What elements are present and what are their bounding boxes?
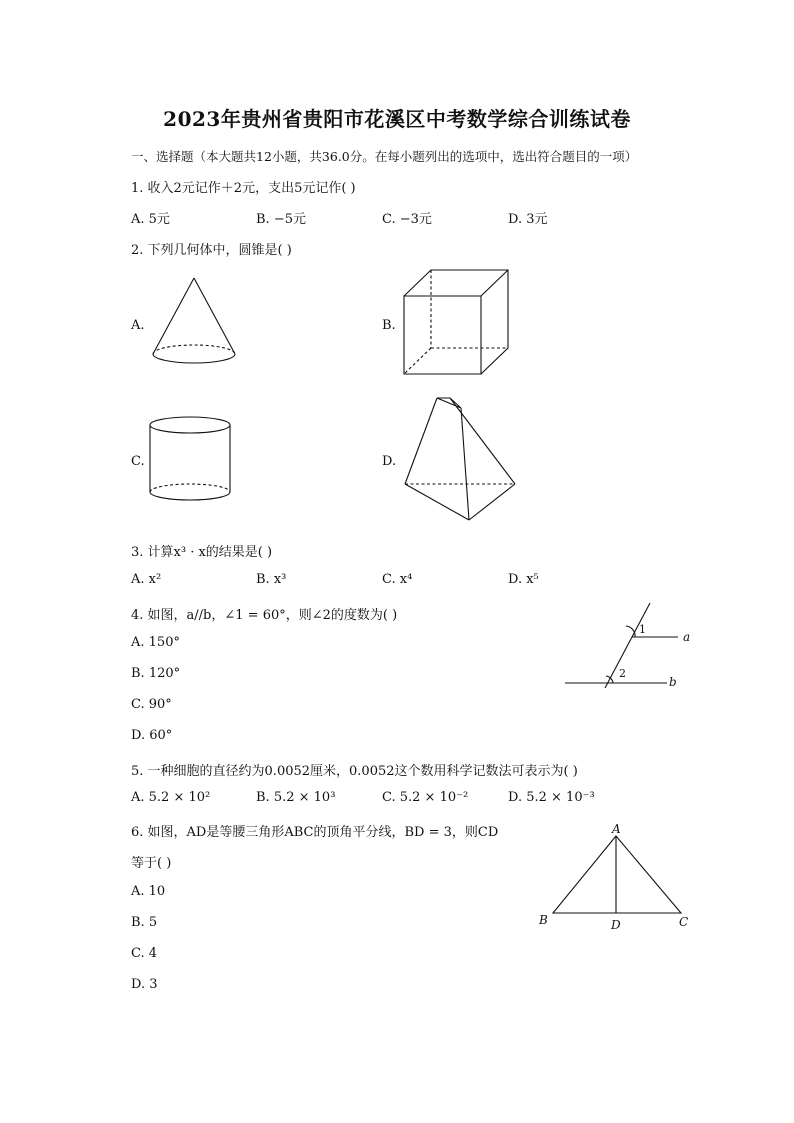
cone-figure: [150, 278, 240, 368]
section-heading: 一、选择题（本大题共12小题，共36.0分。在每小题列出的选项中，选出符合题目的一项）: [131, 149, 638, 164]
question-4-stem: 4. 如图，a//b，∠1 = 60°，则∠2的度数为( ): [131, 608, 398, 623]
q4-option-d[interactable]: D. 60°: [131, 728, 173, 743]
q5-option-b[interactable]: B. 5.2 × 10³: [256, 790, 336, 805]
q6-option-d[interactable]: D. 3: [131, 977, 158, 992]
q3-option-b[interactable]: B. x³: [256, 572, 287, 587]
q1-option-b[interactable]: B. −5元: [256, 212, 306, 227]
q3-option-c[interactable]: C. x⁴: [382, 572, 413, 587]
page-title: 2023年贵州省贵阳市花溪区中考数学综合训练试卷: [163, 107, 631, 131]
frustum-figure: [402, 396, 518, 524]
point-d-label: D: [611, 918, 621, 932]
q3-option-a[interactable]: A. x²: [131, 572, 162, 587]
q1-option-d[interactable]: D. 3元: [508, 212, 548, 227]
angle-1-label: 1: [639, 623, 646, 636]
q5-option-c[interactable]: C. 5.2 × 10⁻²: [382, 790, 469, 805]
parallel-lines-figure: [563, 600, 693, 692]
q1-option-a[interactable]: A. 5元: [131, 212, 170, 227]
cylinder-figure: [150, 416, 234, 504]
question-1-stem: 1. 收入2元记作＋2元，支出5元记作( ): [131, 181, 356, 196]
q2-option-a-label[interactable]: A.: [131, 318, 145, 333]
vertex-a-label: A: [612, 822, 621, 836]
q1-option-c[interactable]: C. −3元: [382, 212, 432, 227]
q5-option-d[interactable]: D. 5.2 × 10⁻³: [508, 790, 595, 805]
q2-option-c-label[interactable]: C.: [131, 454, 145, 469]
q2-option-b-label[interactable]: B.: [382, 318, 396, 333]
q6-option-c[interactable]: C. 4: [131, 946, 158, 961]
question-2-stem: 2. 下列几何体中，圆锥是( ): [131, 243, 292, 258]
q6-option-b[interactable]: B. 5: [131, 915, 158, 930]
angle-2-label: 2: [619, 667, 626, 680]
q2-option-d-label[interactable]: D.: [382, 454, 397, 469]
question-6-stem-cont: 等于( ): [131, 856, 172, 871]
q4-option-a[interactable]: A. 150°: [131, 635, 180, 650]
question-3-stem: 3. 计算x³ · x的结果是( ): [131, 545, 273, 560]
question-5-stem: 5. 一种细胞的直径约为0.0052厘米，0.0052这个数用科学记数法可表示为( ): [131, 764, 578, 779]
q4-option-b[interactable]: B. 120°: [131, 666, 181, 681]
q6-option-a[interactable]: A. 10: [131, 884, 166, 899]
vertex-b-label: B: [539, 913, 548, 927]
isosceles-triangle-figure: [536, 822, 696, 932]
line-b-label: b: [669, 675, 677, 689]
line-a-label: a: [683, 630, 691, 644]
question-6-stem: 6. 如图，AD是等腰三角形ABC的顶角平分线，BD = 3，则CD: [131, 825, 499, 840]
q4-option-c[interactable]: C. 90°: [131, 697, 172, 712]
cube-figure: [402, 268, 512, 378]
vertex-c-label: C: [679, 915, 689, 929]
q5-option-a[interactable]: A. 5.2 × 10²: [131, 790, 211, 805]
q3-option-d[interactable]: D. x⁵: [508, 572, 539, 587]
